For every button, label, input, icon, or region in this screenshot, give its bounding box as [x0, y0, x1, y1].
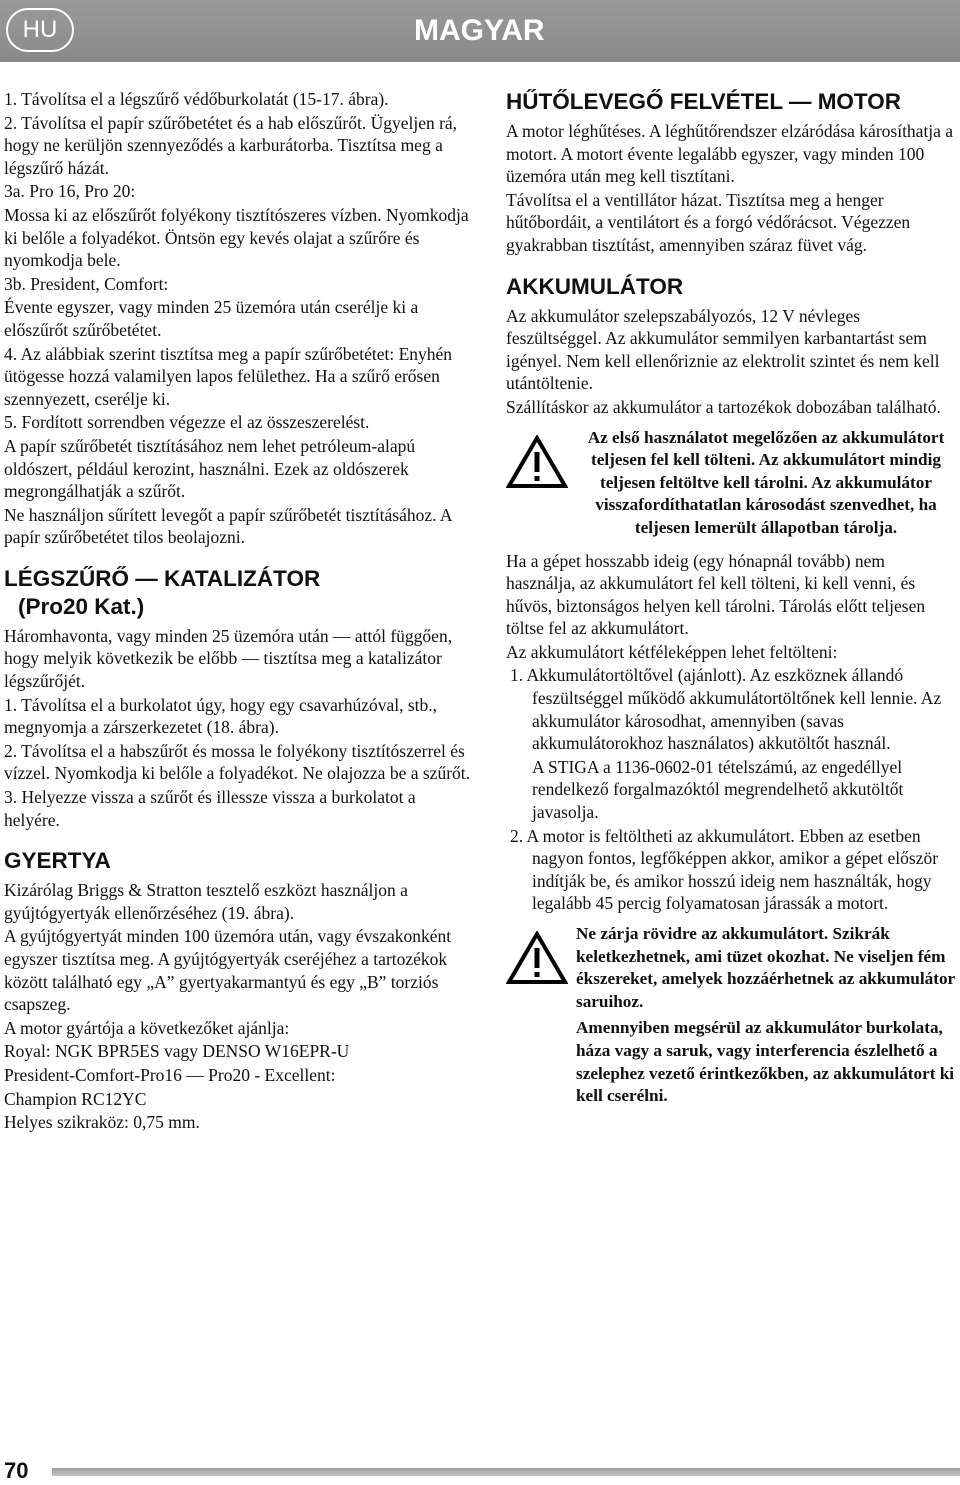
- paragraph: Champion RC12YC: [4, 1088, 147, 1109]
- warning-triangle-icon: [506, 427, 576, 495]
- paragraph: A papír szűrőbetét tisztításához nem lehet petróleum-alapú oldószert, például kerozint, használni. Ezek az oldószerek megrongálhatják a szűrőt.: [4, 435, 416, 502]
- warning-text: Amennyiben megsérül az akkumulátor burkolata, háza vagy a saruk, vagy interferencia észlelhető a szelephez vezető érintkezőkben, az akkumulátort ki kell cserélni.: [576, 1018, 955, 1106]
- paragraph: 1. Távolítsa el a légszűrő védőburkolatát (15-17. ábra).: [4, 89, 389, 109]
- paragraph: Szállításkor az akkumulátor a tartozékok dobozában található.: [506, 396, 941, 417]
- section-heading-catalyst: [4, 565, 474, 621]
- language-badge: HU: [6, 8, 74, 52]
- page-number: 70: [4, 1458, 29, 1483]
- warning-triangle-icon: [506, 923, 576, 991]
- warning-text: Ne zárja rövidre az akkumulátort. Szikrák keletkezhetnek, ami tüzet okozhat. Ne viseljen fém ékszereket, amelyek hozzáérhetnek az akkumulátor saruihoz.: [576, 924, 955, 1011]
- section-heading-battery: AKKUMULÁTOR: [506, 273, 684, 299]
- paragraph: Háromhavonta, vagy minden 25 üzemóra után — attól függően, hogy melyik következik be előbb — tisztítsa meg a katalizátor légszűrőjét.: [4, 625, 453, 692]
- paragraph: 4. Az alábbiak szerint tisztítsa meg a papír szűrőbetétet: Enyhén ütögesse hozzá valamilyen lapos felülethez. Ha a szűrő erősen szennyezett, cserélje ki.: [4, 343, 453, 409]
- paragraph: 5. Fordított sorrendben végezze el az összeszerelést.: [4, 412, 370, 433]
- warning-text: Az első használatot megelőzően az akkumulátort teljesen fel kell tölteni. Az akkumulátort mindig teljesen feltöltve kell tárolni. Az akkumulátor visszafordíthatatlan károsodást szenvedhet, ha teljesen lemerült állapotban tárolja.: [587, 427, 945, 537]
- paragraph: Távolítsa el a ventillátor házat. Tisztítsa meg a henger hűtőbordáit, a ventilátort és a forgó védőrácsot. Végezzen gyakrabban tisztítást, amennyiben száraz füvet vág.: [506, 189, 911, 255]
- header-band: [0, 0, 960, 62]
- paragraph: Helyes szikraköz: 0,75 mm.: [4, 1112, 200, 1133]
- list-item: [506, 664, 956, 823]
- paragraph: Royal: NGK BPR5ES vagy DENSO W16EPR-U: [4, 1041, 350, 1062]
- warning-box: [506, 427, 956, 544]
- heading-text: LÉGSZŰRŐ — KATALIZÁTOR: [4, 565, 321, 591]
- paragraph: 3. Helyezze vissza a szűrőt és illessze vissza a burkolatot a helyére.: [4, 787, 416, 830]
- section-heading-cooling: HŰTŐLEVEGŐ FELVÉTEL — MOTOR: [506, 89, 902, 114]
- right-column: [506, 88, 956, 1118]
- paragraph: A gyújtógyertyát minden 100 üzemóra után, vagy évszakonként egyszer tisztítsa meg. A gyújtógyertyák cseréjéhez a tartozékok között található egy „A” gyertyakarmantyú és egy „B” torziós csapszeg.: [4, 926, 452, 1015]
- warning-box: [506, 923, 956, 1112]
- paragraph: 3b. President, Comfort:: [4, 273, 169, 294]
- paragraph: Az akkumulátort kétféleképpen lehet feltölteni:: [506, 641, 838, 662]
- paragraph: 2. Távolítsa el papír szűrőbetétet és a hab előszűrőt. Ügyeljen rá, hogy ne kerüljön szennyeződés a karburátorba. Tisztítsa meg a légszűrő házát.: [4, 112, 458, 178]
- paragraph: A motor léghűtéses. A léghűtőrendszer elzáródása károsíthatja a motort. A motort évente legalább egyszer, vagy minden 100 üzemóra után meg kell tisztítani.: [506, 121, 954, 187]
- list-item: 2. A motor is feltöltheti az akkumulátort. Ebben az esetben nagyon fontos, legfőképpen akkor, amikor a gépet először indítják be, és amikor hosszú ideig nem használták, hogy legalább 45 percig folyamatosan járassák a motort.: [510, 825, 939, 914]
- language-title: MAGYAR: [414, 14, 545, 47]
- paragraph: President-Comfort-Pro16 — Pro20 - Excellent:: [4, 1064, 336, 1085]
- paragraph: 2. Távolítsa el a habszűrőt és mossa le folyékony tisztítószerrel és vízzel. Nyomkodja ki belőle a folyadékot. Ne olajozza be a szűrőt.: [4, 740, 471, 784]
- paragraph: Évente egyszer, vagy minden 25 üzemóra után cserélje ki a előszűrőt szűrőbetétet.: [4, 297, 419, 340]
- heading-subtitle: (Pro20 Kat.): [18, 593, 145, 619]
- footer-bar: [52, 1468, 960, 1476]
- section-heading-spark-plug: GYERTYA: [4, 848, 111, 874]
- paragraph: 3a. Pro 16, Pro 20:: [4, 181, 136, 202]
- paragraph: 1. Távolítsa el a burkolatot úgy, hogy egy csavarhúzóval, stb., megnyomja a zárszerkezetet (18. ábra).: [4, 694, 438, 738]
- paragraph: Ha a gépet hosszabb ideig (egy hónapnál tovább) nem használja, az akkumulátort fel kell tölteni, ki kell venni, és hűvös, biztonságos helyen kell tárolni. Tárolás előtt teljesen töltse fel az akkumulátort.: [506, 550, 926, 639]
- list-item-continuation: A STIGA a 1136-0602-01 tételszámú, az engedéllyel rendelkező forgalmazóktól megrendelhető akkutöltőt javasolja.: [532, 756, 904, 823]
- paragraph: Az akkumulátor szelepszabályozós, 12 V névleges feszültséggel. Az akkumulátor semmilyen karbantartást sem igényel. Nem kell ellenőriznie az elektrolit szintet és nem kell utántöltenie.: [506, 305, 940, 394]
- paragraph: Ne használjon sűrített levegőt a papír szűrőbetét tisztításához. A papír szűrőbetétet tilos beolajozni.: [4, 504, 452, 548]
- paragraph: Kizárólag Briggs & Stratton tesztelő eszközt használjon a gyújtógyertyák ellenőrzéséhez (19. ábra).: [4, 880, 408, 923]
- paragraph: Mossa ki az előszűrőt folyékony tisztítószeres vízben. Nyomkodja ki belőle a folyadékot. Öntsön egy kevés olajat a szűrőre és nyomkodja bele.: [4, 204, 469, 271]
- left-column: [4, 88, 474, 1135]
- paragraph: A motor gyártója a következőket ajánlja:: [4, 1017, 290, 1038]
- list-item-text: 1. Akkumulátortöltővel (ajánlott). Az eszköznek állandó feszültséggel működő akkumulátortöltőnek kell lennie. Az akkumulátor károsodhat, amennyiben (savas akkumulátorokhoz használatos) akkutöltőt használ.: [510, 665, 942, 754]
